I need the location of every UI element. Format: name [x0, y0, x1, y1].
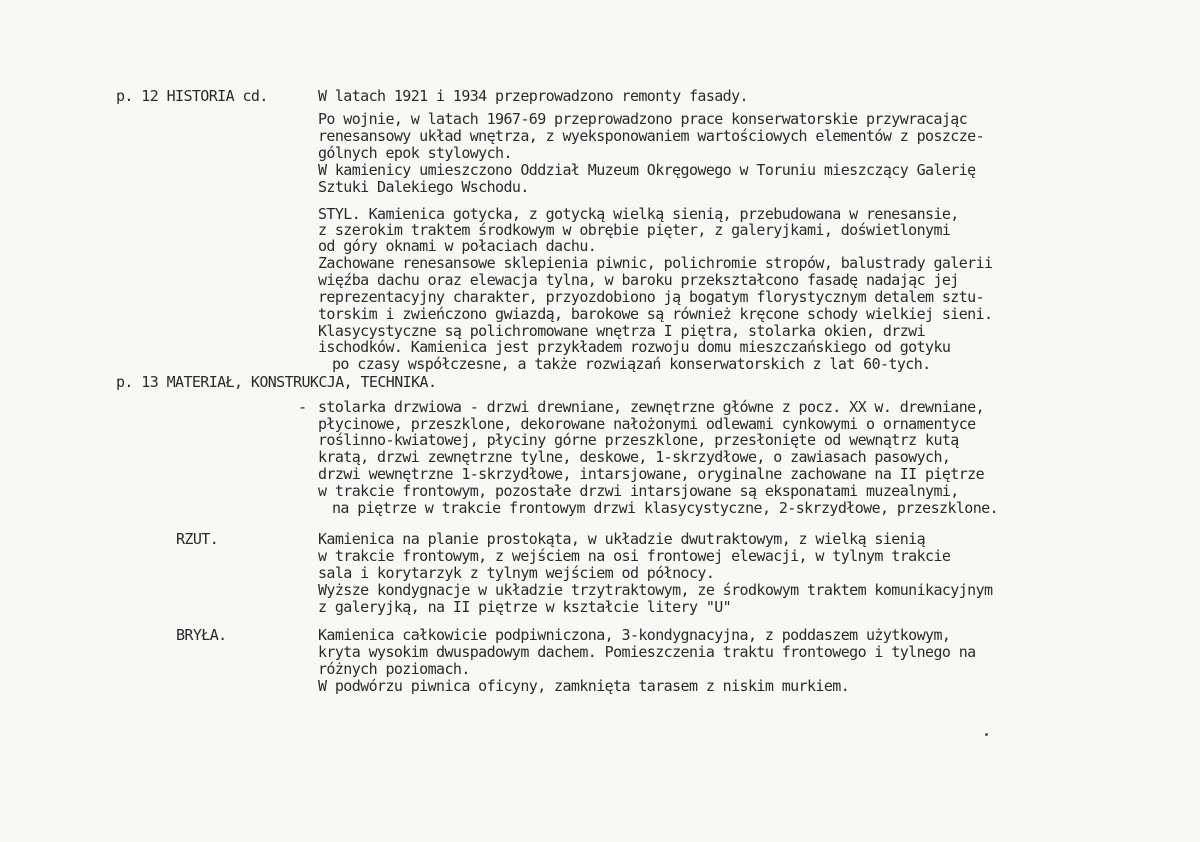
- stolarka-line: stolarka drzwiowa - drzwi drewniane, zewnętrzne główne z pocz. XX w. drewniane,: [318, 398, 985, 416]
- historia-label: p. 12 HISTORIA cd.: [116, 87, 268, 105]
- ink-dot: [985, 733, 988, 736]
- styl-line: torskim i zwieńczono gwiazdą, barokowe są również kręcone schody wielkiej sieni.: [318, 305, 993, 323]
- styl-line: ischodków. Kamienica jest przykładem rozwoju domu mieszczańskiego od gotyku: [318, 338, 951, 356]
- bryla-line: Kamienica całkowicie podpiwniczona, 3-kondygnacyjna, z poddaszem użytkowym,: [318, 626, 951, 644]
- stolarka-line: w trakcie frontowym, pozostałe drzwi intarsjowane są eksponatami muzealnymi,: [318, 482, 959, 500]
- stolarka-line: płycinowe, przeszklone, dekorowane nałożonymi odlewami cynkowymi o ornamentyce: [318, 415, 976, 433]
- styl-line: reprezentacyjny charakter, przyozdobiono ją bogatym florystycznym detalem sztu-: [318, 288, 985, 306]
- styl-line: od góry oknami w połaciach dachu.: [318, 237, 597, 255]
- bryla-line: W podwórzu piwnica oficyny, zamknięta tarasem z niskim murkiem.: [318, 677, 850, 695]
- styl-line: więźba dachu oraz elewacja tylna, w baroku przekształcono fasadę nadając jej: [318, 271, 959, 289]
- historia-line: Po wojnie, w latach 1967-69 przeprowadzono prace konserwatorskie przywracając: [318, 110, 968, 128]
- styl-line: Klasycystyczne są polichromowane wnętrza I piętra, stolarka okien, drzwi: [318, 322, 926, 340]
- historia-first-line: W latach 1921 i 1934 przeprowadzono remonty fasady.: [318, 87, 748, 105]
- list-dash: -: [298, 398, 307, 416]
- stolarka-line: na piętrze w trakcie frontowym drzwi klasycystyczne, 2-skrzydłowe, przeszklone.: [332, 499, 999, 517]
- historia-line: renesansowy układ wnętrza, z wyeksponowaniem wartościowych elementów z poszcze-: [318, 127, 985, 145]
- rzut-line: sala i korytarzyk z tylnym wejściem od północy.: [318, 564, 715, 582]
- stolarka-line: drzwi wewnętrzne 1-skrzydłowe, intarsjowane, oryginalne zachowane na II piętrze: [318, 465, 985, 483]
- stolarka-line: roślinno-kwiatowej, płyciny górne przeszklone, przesłonięte od wewnątrz kutą: [318, 431, 959, 449]
- styl-line: po czasy współczesne, a także rozwiązań konserwatorskich z lat 60-tych.: [332, 355, 931, 373]
- bryla-label: BRYŁA.: [176, 626, 227, 644]
- rzut-line: Kamienica na planie prostokąta, w układzie dwutraktowym, z wielką sienią: [318, 530, 926, 548]
- material-label: p. 13 MATERIAŁ, KONSTRUKCJA, TECHNIKA.: [116, 373, 437, 391]
- historia-line: W kamienicy umieszczono Oddział Muzeum Okręgowego w Toruniu mieszczący Galerię: [318, 161, 976, 179]
- rzut-label: RZUT.: [176, 530, 219, 548]
- historia-line: gólnych epok stylowych.: [318, 144, 512, 162]
- bryla-line: różnych poziomach.: [318, 660, 470, 678]
- styl-line: Zachowane renesansowe sklepienia piwnic, polichromie stropów, balustrady galerii: [318, 254, 993, 272]
- rzut-line: z galeryjką, na II piętrze w kształcie litery "U": [318, 598, 732, 616]
- styl-line: STYL. Kamienica gotycka, z gotycką wielką sienią, przebudowana w renesansie,: [318, 205, 959, 223]
- historia-line: Sztuki Dalekiego Wschodu.: [318, 178, 529, 196]
- rzut-line: w trakcie frontowym, z wejściem na osi frontowej elewacji, w tylnym trakcie: [318, 547, 951, 565]
- stolarka-line: kratą, drzwi zewnętrzne tylne, deskowe, 1-skrzydłowe, o zawiasach pasowych,: [318, 448, 951, 466]
- styl-line: z szerokim traktem środkowym w obrębie pięter, z galeryjkami, doświetlonymi: [318, 221, 951, 239]
- rzut-line: Wyższe kondygnacje w układzie trzytraktowym, ze środkowym traktem komunikacyjnym: [318, 581, 993, 599]
- bryla-line: kryta wysokim dwuspadowym dachem. Pomieszczenia traktu frontowego i tylnego na: [318, 643, 976, 661]
